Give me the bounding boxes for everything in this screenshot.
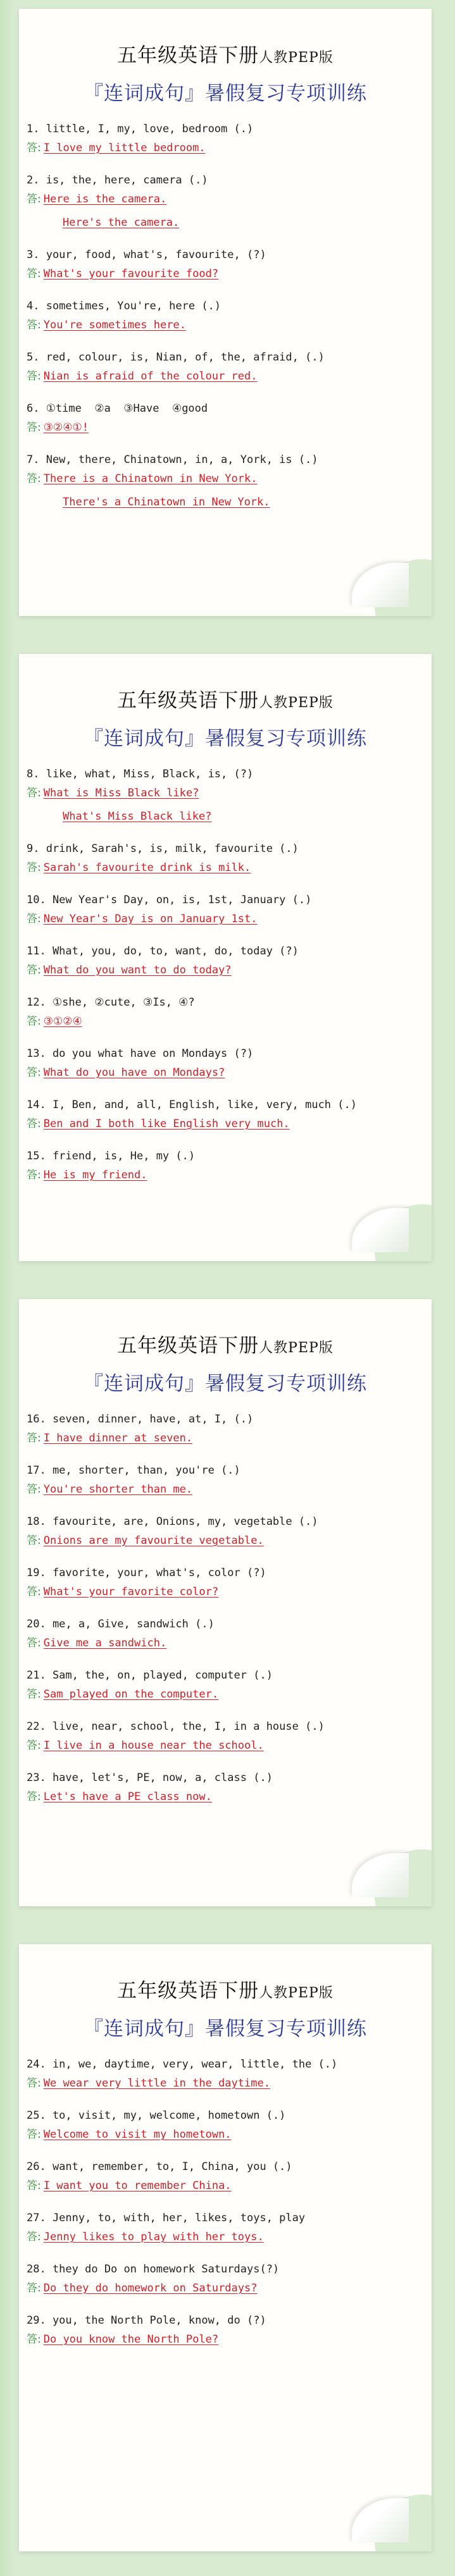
exercise-question: 29. you, the North Pole, know, do (?) (27, 2314, 266, 2327)
page-subtitle: 『连词成句』暑假复习专项训练 (84, 727, 367, 750)
answer-text: New Year's Day is on January 1st. (43, 913, 258, 925)
answer-label: 答: (27, 2077, 41, 2090)
exercise-question: 22. live, near, school, the, I, in a house (.) (27, 1720, 325, 1733)
answer-text: ③①②④ (43, 1015, 82, 1028)
exercise-answer (27, 188, 419, 211)
exercise-answer (27, 1010, 419, 1033)
answer-text: Give me a sandwich. (43, 1637, 167, 1649)
exercise-question: 13. do you what have on Mondays (?) (27, 1047, 254, 1060)
exercise-item (27, 247, 419, 286)
exercise-answer (27, 416, 419, 440)
answer-text: ③②④①! (43, 421, 89, 434)
page-title-main: 五年级英语下册 (117, 1334, 259, 1357)
answer-label: 答: (27, 1483, 41, 1496)
page-subtitle: 『连词成句』暑假复习专项训练 (84, 2018, 367, 2040)
page-title (19, 684, 432, 713)
exercise-item (27, 299, 419, 337)
page-title (19, 1329, 432, 1358)
exercise-answer (27, 959, 419, 982)
exercise-question: 21. Sam, the, on, played, computer (.) (27, 1669, 273, 1682)
page-subtitle: 『连词成句』暑假复习专项训练 (84, 1372, 367, 1395)
page-title-edition: 人教PEP版 (259, 1985, 333, 2001)
page-title (19, 1975, 432, 2003)
exercise-answer (27, 1734, 419, 1758)
exercise-question: 1. little, I, my, love, bedroom (.) (27, 123, 254, 135)
answer-label: 答: (27, 1015, 41, 1028)
answer-text: You're sometimes here. (43, 319, 186, 331)
exercise-question: 25. to, visit, my, welcome, hometown (.) (27, 2109, 286, 2122)
answer-text: I want you to remember China. (43, 2179, 232, 2192)
exercise-answer (27, 467, 419, 491)
exercise-answer (27, 1683, 419, 1706)
exercise-list (27, 767, 419, 1200)
exercise-question: 6. ①time ②a ③Have ④good (27, 402, 208, 415)
answer-label: 答: (27, 1066, 41, 1079)
answer-label: 答: (27, 2333, 41, 2346)
answer-label: 答: (27, 142, 41, 154)
exercise-answer (27, 856, 419, 880)
answer-text: Onions are my favourite vegetable. (43, 1534, 264, 1547)
answer-label: 答: (27, 319, 41, 331)
page-title-edition: 人教PEP版 (259, 695, 333, 711)
exercise-item (27, 1514, 419, 1553)
page-title-main: 五年级英语下册 (117, 44, 259, 67)
answer-text: Nian is afraid of the colour red. (43, 370, 258, 383)
exercise-item (27, 1412, 419, 1450)
exercise-item (27, 350, 419, 388)
page-title (19, 39, 432, 68)
exercise-list (27, 2057, 419, 2364)
exercise-question: 3. your, food, what's, favourite, (?) (27, 249, 266, 261)
exercise-item (27, 452, 419, 514)
answer-label: 答: (27, 193, 41, 206)
exercise-answer (27, 908, 419, 931)
exercise-answer (27, 2123, 419, 2147)
exercise-item (27, 173, 419, 235)
exercise-question: 2. is, the, here, camera (.) (27, 174, 208, 187)
answer-text: Sam played on the computer. (43, 1688, 219, 1701)
answer-label: 答: (27, 1118, 41, 1130)
page-title-main: 五年级英语下册 (117, 1980, 259, 2002)
answer-text: What do you want to do today? (43, 964, 232, 977)
exercise-answer (27, 1478, 419, 1501)
answer-text: I live in a house near the school. (43, 1739, 264, 1752)
exercise-answer (27, 2328, 419, 2351)
answer-label: 答: (27, 2179, 41, 2192)
exercise-question: 17. me, shorter, than, you're (.) (27, 1464, 240, 1477)
exercise-question: 23. have, let's, PE, now, a, class (.) (27, 1772, 273, 1784)
exercise-item (27, 2159, 419, 2198)
answer-text: You're shorter than me. (43, 1483, 193, 1496)
exercise-item (27, 1719, 419, 1758)
answer-label: 答: (27, 2128, 41, 2141)
exercise-item (27, 841, 419, 880)
exercise-item (27, 995, 419, 1033)
exercise-answer (27, 2174, 419, 2198)
answer-text: Sarah's favourite drink is milk. (43, 861, 251, 874)
exercise-answer (27, 1785, 419, 1809)
exercise-answer (27, 1427, 419, 1450)
exercise-question: 4. sometimes, You're, here (.) (27, 300, 221, 312)
exercise-answer (27, 2226, 419, 2249)
exercise-answer (27, 1529, 419, 1553)
exercise-question: 20. me, a, Give, sandwich (.) (27, 1618, 215, 1630)
answer-text: There's a Chinatown in New York. (63, 496, 270, 508)
answer-text: Welcome to visit my hometown. (43, 2128, 232, 2141)
exercise-answer (27, 1061, 419, 1085)
exercise-answer (27, 137, 419, 160)
exercise-question: 11. What, you, do, to, want, do, today (?) (27, 945, 299, 958)
exercise-answer (27, 211, 419, 235)
exercise-item (27, 1463, 419, 1501)
answer-text: What is Miss Black like? (43, 787, 199, 799)
answer-label: 答: (27, 2231, 41, 2243)
page-title-edition: 人教PEP版 (259, 1340, 333, 1356)
answer-text: I have dinner at seven. (43, 1432, 193, 1445)
exercise-item (27, 767, 419, 829)
exercise-answer (27, 314, 419, 337)
exercise-item (27, 1668, 419, 1706)
exercise-item (27, 1097, 419, 1136)
answer-label: 答: (27, 1169, 41, 1181)
exercise-answer (27, 1632, 419, 1655)
worksheet-page (19, 9, 432, 616)
answer-text: Let's have a PE class now. (43, 1790, 212, 1803)
exercise-answer (27, 491, 419, 514)
background-stripe (0, 0, 15, 2576)
exercise-question: 10. New Year's Day, on, is, 1st, January (.) (27, 894, 312, 906)
exercise-answer (27, 1581, 419, 1604)
answer-text: What's Miss Black like? (63, 810, 212, 823)
answer-text: What's your favourite food? (43, 268, 219, 280)
page-curl-decoration (352, 2498, 409, 2542)
exercise-question: 15. friend, is, He, my (.) (27, 1150, 196, 1162)
exercise-question: 24. in, we, daytime, very, wear, little, the (.) (27, 2058, 338, 2071)
exercise-answer (27, 365, 419, 388)
exercise-item (27, 1617, 419, 1655)
exercise-question: 16. seven, dinner, have, at, I, (.) (27, 1413, 254, 1426)
worksheet-page (19, 654, 432, 1261)
answer-text: Do they do homework on Saturdays? (43, 2282, 258, 2295)
answer-label: 答: (27, 1432, 41, 1445)
exercise-item (27, 1149, 419, 1187)
answer-label: 答: (27, 861, 41, 874)
answer-label: 答: (27, 787, 41, 799)
exercise-item (27, 1565, 419, 1604)
answer-text: He is my friend. (43, 1169, 147, 1181)
exercise-item (27, 1770, 419, 1809)
exercise-answer (27, 782, 419, 805)
exercise-item (27, 2262, 419, 2300)
answer-label: 答: (27, 964, 41, 977)
exercise-item (27, 892, 419, 931)
answer-text: Here is the camera. (43, 193, 167, 206)
answer-text: Here's the camera. (63, 216, 180, 229)
exercise-answer (27, 1112, 419, 1136)
exercise-question: 12. ①she, ②cute, ③Is, ④? (27, 996, 195, 1009)
exercise-item (27, 401, 419, 440)
exercise-list (27, 1412, 419, 1821)
answer-text: Ben and I both like English very much. (43, 1118, 290, 1130)
answer-label: 答: (27, 472, 41, 485)
answer-label: 答: (27, 421, 41, 434)
exercise-question: 7. New, there, Chinatown, in, a, York, is (.) (27, 453, 318, 466)
exercise-item (27, 2057, 419, 2095)
exercise-item (27, 121, 419, 160)
exercise-answer (27, 2277, 419, 2300)
exercise-question: 14. I, Ben, and, all, English, like, very, much (.) (27, 1099, 357, 1111)
exercise-answer (27, 262, 419, 286)
exercise-item (27, 944, 419, 982)
page-subtitle: 『连词成句』暑假复习专项训练 (84, 82, 367, 105)
exercise-question: 27. Jenny, to, with, her, likes, toys, play (27, 2212, 306, 2224)
exercise-question: 26. want, remember, to, I, China, you (.) (27, 2160, 292, 2173)
exercise-answer (27, 805, 419, 829)
answer-label: 答: (27, 268, 41, 280)
worksheet-page (19, 1299, 432, 1906)
exercise-answer (27, 2072, 419, 2095)
answer-text: What's your favorite color? (43, 1586, 219, 1598)
answer-label: 答: (27, 2282, 41, 2295)
exercise-list (27, 121, 419, 527)
page-title-main: 五年级英语下册 (117, 689, 259, 712)
exercise-question: 28. they do Do on homework Saturdays(?) (27, 2263, 280, 2276)
exercise-answer (27, 1164, 419, 1187)
page-curl-decoration (352, 1853, 409, 1897)
answer-text: We wear very little in the daytime. (43, 2077, 270, 2090)
exercise-question: 5. red, colour, is, Nian, of, the, afraid, (.) (27, 351, 325, 364)
exercise-question: 18. favourite, are, Onions, my, vegetable (.) (27, 1515, 318, 1528)
answer-label: 答: (27, 370, 41, 383)
answer-text: What do you have on Mondays? (43, 1066, 225, 1079)
exercise-question: 9. drink, Sarah's, is, milk, favourite (.) (27, 842, 299, 855)
answer-label: 答: (27, 913, 41, 925)
answer-text: Jenny likes to play with her toys. (43, 2231, 264, 2243)
page-title-edition: 人教PEP版 (259, 50, 333, 66)
exercise-question: 19. favorite, your, what's, color (?) (27, 1567, 266, 1579)
exercise-item (27, 1046, 419, 1085)
answer-label: 答: (27, 1739, 41, 1752)
exercise-item (27, 2313, 419, 2351)
answer-label: 答: (27, 1790, 41, 1803)
answer-label: 答: (27, 1586, 41, 1598)
page-curl-decoration (352, 1208, 409, 1252)
answer-text: I love my little bedroom. (43, 142, 206, 154)
answer-text: There is a Chinatown in New York. (43, 472, 258, 485)
worksheet-page (19, 1944, 432, 2551)
exercise-question: 8. like, what, Miss, Black, is, (?) (27, 768, 254, 780)
answer-label: 答: (27, 1688, 41, 1701)
exercise-item (27, 2108, 419, 2147)
answer-text: Do you know the North Pole? (43, 2333, 219, 2346)
answer-label: 答: (27, 1534, 41, 1547)
page-curl-decoration (352, 563, 409, 607)
answer-label: 答: (27, 1637, 41, 1649)
exercise-item (27, 2210, 419, 2249)
